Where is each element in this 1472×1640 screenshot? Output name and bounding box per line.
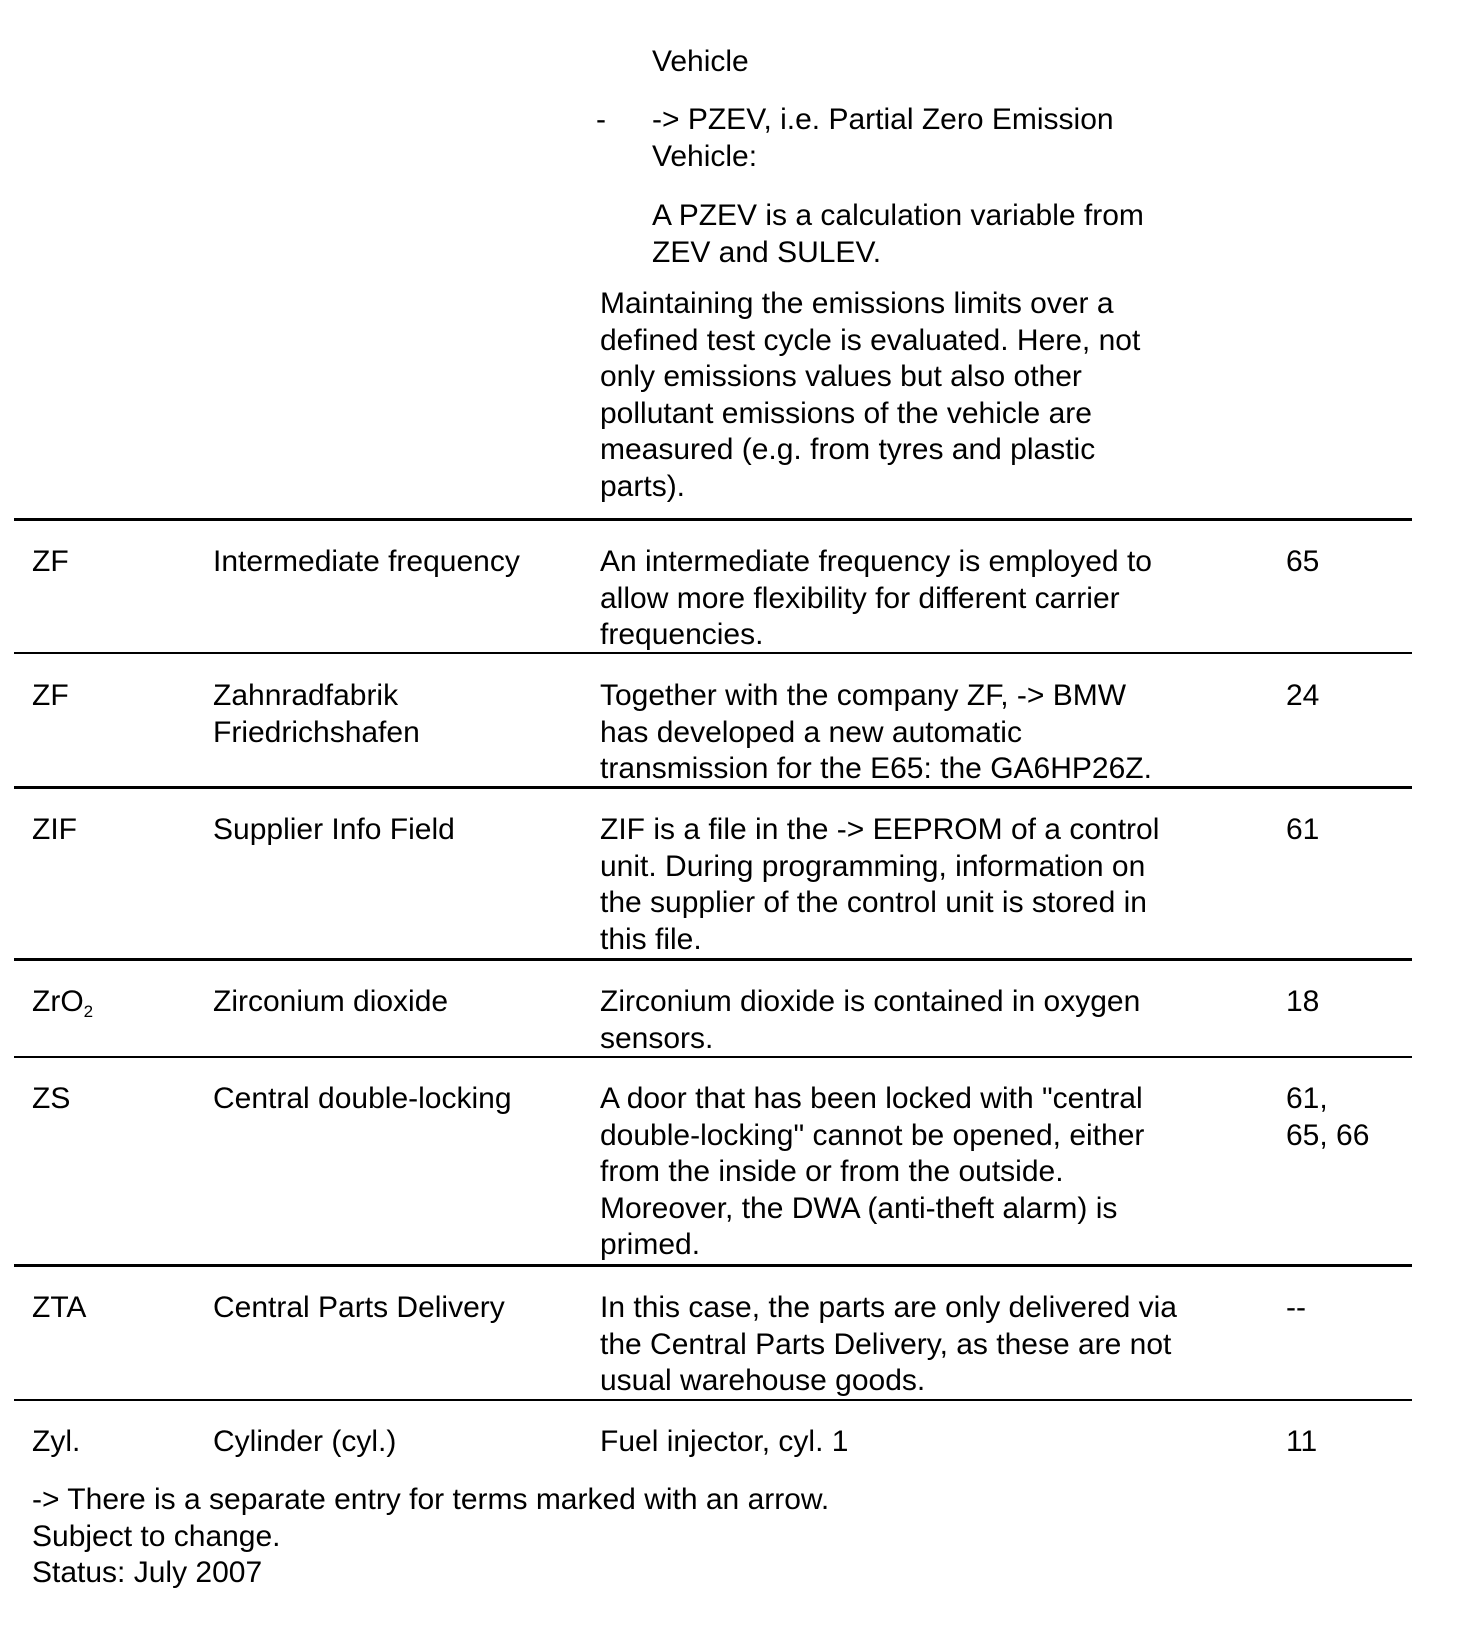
row-divider <box>14 1056 1412 1058</box>
abbreviation: ZF <box>32 679 69 712</box>
term: Central double-locking <box>213 1082 512 1115</box>
description: Together with the company ZF, -> BMW has developed a new automatic transmission for the E65: the GA6HP26Z. <box>600 679 1152 785</box>
row-divider <box>14 652 1412 654</box>
row-divider <box>14 518 1412 521</box>
description: Fuel injector, cyl. 1 <box>600 1425 849 1458</box>
page-reference: -- <box>1286 1291 1306 1324</box>
page-reference: 11 <box>1286 1425 1318 1458</box>
continuation-block <box>600 44 1250 81</box>
term: Supplier Info Field <box>213 813 455 846</box>
row-divider <box>14 786 1412 789</box>
abbreviation: ZTA <box>32 1291 87 1324</box>
vehicle-tail-text: Vehicle <box>652 45 749 78</box>
page-reference: 61 <box>1286 813 1320 846</box>
description: An intermediate frequency is employed to allow more flexibility for different carrier frequencies. <box>600 545 1152 651</box>
page-reference: 61, 65, 66 <box>1286 1082 1370 1152</box>
row-divider <box>14 958 1412 961</box>
row-divider <box>14 1399 1412 1401</box>
description: A door that has been locked with "central double-locking" cannot be opened, either from the inside or from the outside. Moreover, the DWA (anti-theft alarm) is primed. <box>600 1082 1145 1261</box>
description: In this case, the parts are only delivered via the Central Parts Delivery, as these are not usual warehouse goods. <box>600 1291 1177 1397</box>
page-reference: 24 <box>1286 679 1320 712</box>
page-reference: 65 <box>1286 545 1320 578</box>
term: Zirconium dioxide <box>213 985 449 1018</box>
footnote-arrow-legend: -> There is a separate entry for terms marked with an arrow. <box>32 1483 830 1516</box>
footnote-subject-to-change: Subject to change. <box>32 1519 281 1553</box>
abbreviation: Zyl. <box>32 1425 81 1458</box>
footnotes <box>32 1482 1132 1592</box>
page-reference: 18 <box>1286 985 1320 1018</box>
term: Zahnradfabrik Friedrichshafen <box>213 679 420 749</box>
term: Intermediate frequency <box>213 545 520 578</box>
term: Cylinder (cyl.) <box>213 1425 397 1458</box>
row-divider <box>14 1264 1412 1267</box>
pzev-heading: -> PZEV, i.e. Partial Zero Emission Vehicle: <box>652 103 1114 173</box>
bullet-dash: - <box>596 103 606 136</box>
abbreviation <box>32 984 192 1021</box>
pzev-definition: A PZEV is a calculation variable from ZEV and SULEV. <box>652 199 1144 269</box>
footnote-status-date: Status: July 2007 <box>32 1556 263 1589</box>
description: Zirconium dioxide is contained in oxygen sensors. <box>600 985 1141 1055</box>
abbreviation-main: ZrO <box>32 985 84 1018</box>
term: Central Parts Delivery <box>213 1291 505 1324</box>
abbreviation: ZF <box>32 545 69 578</box>
description: ZIF is a file in the -> EEPROM of a control unit. During programming, information on the supplier of the control unit is stored in this file. <box>600 813 1160 956</box>
abbreviation-subscript: 2 <box>83 1002 94 1021</box>
abbreviation: ZS <box>32 1082 71 1115</box>
emissions-paragraph: Maintaining the emissions limits over a defined test cycle is evaluated. Here, not only emissions values but also other pollutant emissions of the vehicle are measured (e.g. from tyres and plastic parts). <box>600 287 1141 503</box>
abbreviation: ZIF <box>32 813 77 846</box>
